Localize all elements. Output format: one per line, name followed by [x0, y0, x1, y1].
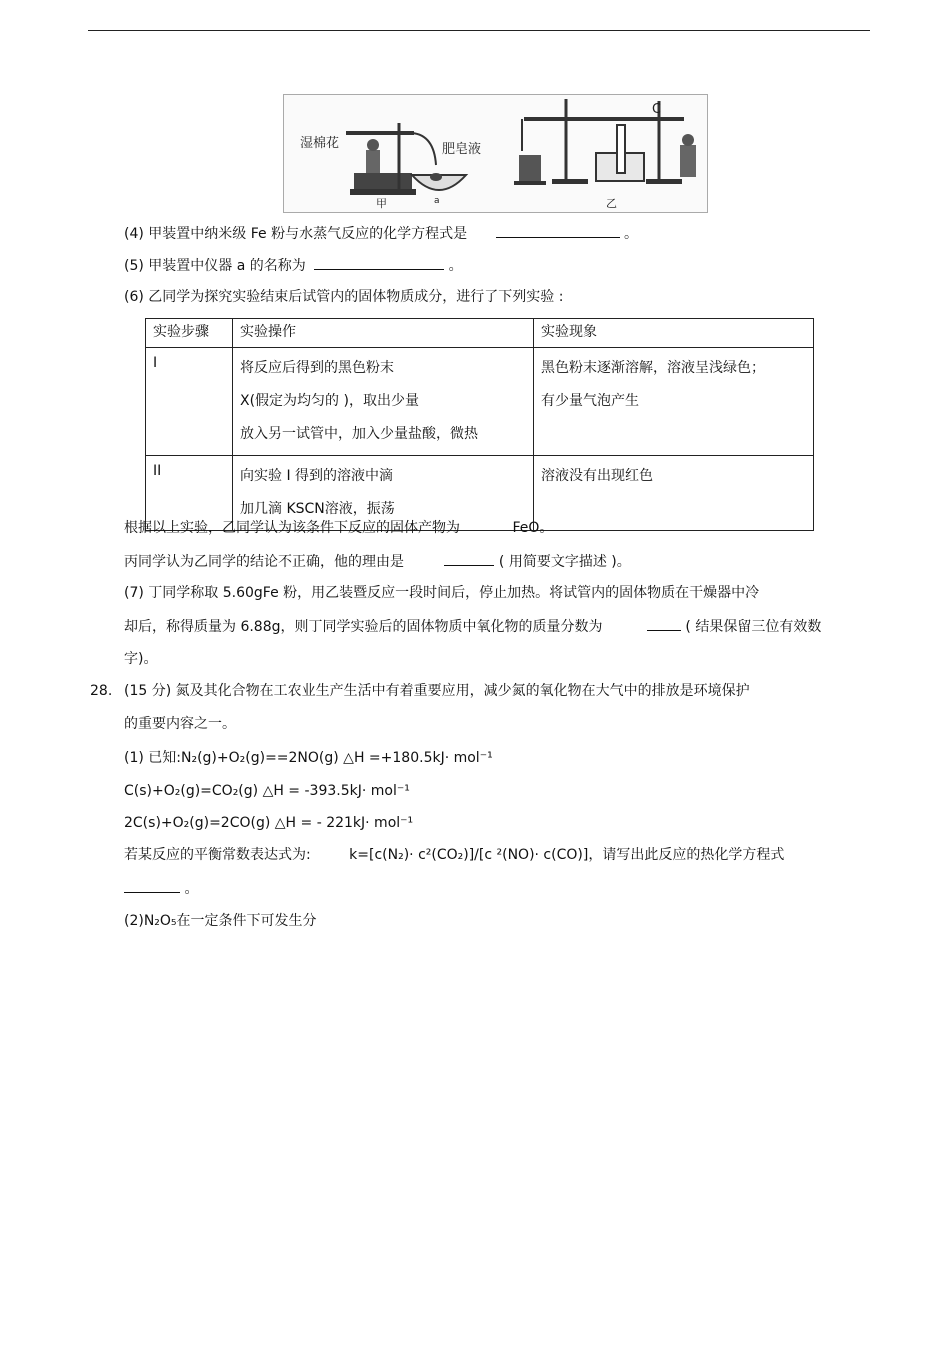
- label-c: C: [652, 102, 662, 117]
- question-4-text: (4) 甲装置中纳米级 Fe 粉与水蒸气反应的化学方程式是: [124, 226, 468, 242]
- conclusion-2: [124, 551, 631, 572]
- equilibrium-expression: k=[c(N₂)· c²(CO₂)]/[c ²(NO)· c(CO)]，请写出此反应的热化学方程式: [349, 847, 785, 863]
- equilibrium-constant: [124, 845, 784, 865]
- table-row: [146, 348, 814, 456]
- question-28-line2: 的重要内容之一。: [124, 716, 236, 732]
- label-jia: 甲: [376, 197, 387, 210]
- question-7-line2: [124, 616, 821, 637]
- equilibrium-end: 。: [184, 881, 199, 897]
- question-5: [124, 255, 463, 276]
- equation-1: (1) 已知:N₂(g)+O₂(g)==2NO(g) △H =+180.5kJ· mol⁻¹: [124, 750, 493, 766]
- header-step: 实验步骤: [146, 319, 233, 348]
- row2-op-line: 向实验 I 得到的溶液中滴: [240, 468, 394, 484]
- conclusion-2-text: 丙同学认为乙同学的结论不正确，他的理由是: [124, 554, 404, 570]
- label-soap: 肥皂液: [442, 142, 482, 157]
- equilibrium-intro: 若某反应的平衡常数表达式为:: [124, 847, 311, 863]
- label-yi: 乙: [606, 197, 617, 210]
- question-28-2: (2)N₂O₅在一定条件下可发生分: [124, 913, 317, 929]
- question-28-line1: (15 分) 氮及其化合物在工农业生产生活中有着重要应用，减少氮的氧化物在大气中的排放是环境保护: [124, 683, 750, 699]
- question-5-end: 。: [448, 258, 463, 274]
- question-5-text: (5) 甲装置中仪器 a 的名称为: [124, 258, 306, 274]
- conclusion-1: [124, 518, 553, 538]
- equation-3: 2C(s)+O₂(g)=2CO(g) △H = - 221kJ· mol⁻¹: [124, 815, 414, 831]
- answer-blank-6[interactable]: [444, 551, 494, 566]
- conclusion-1-text: 根据以上实验，乙同学认为该条件下反应的固体产物为: [124, 520, 460, 536]
- equation-2: C(s)+O₂(g)=CO₂(g) △H = -393.5kJ· mol⁻¹: [124, 783, 410, 799]
- experiment-table: [145, 318, 814, 531]
- conclusion-1-product: FeO。: [512, 520, 554, 536]
- apparatus-diagram: [284, 95, 707, 212]
- row2-step: II: [146, 456, 233, 531]
- row1-step: I: [146, 348, 233, 456]
- question-7-note: ( 结果保留三位有效数: [685, 619, 822, 635]
- row2-obs-line: 溶液没有出现红色: [541, 468, 653, 484]
- answer-blank-8[interactable]: [124, 878, 180, 893]
- question-4: [124, 223, 638, 244]
- equilibrium-answer-line: [124, 878, 198, 899]
- label-a: a: [434, 196, 440, 206]
- header-operation: 实验操作: [233, 319, 534, 348]
- row2-observation: [534, 456, 814, 531]
- question-28-number: 28.: [90, 683, 113, 699]
- row1-operation: [233, 348, 534, 456]
- answer-blank-4[interactable]: [496, 223, 620, 238]
- row1-op-line: 将反应后得到的黑色粉末: [240, 360, 394, 376]
- row1-op-line: X(假定为均匀的 )，取出少量: [240, 393, 419, 409]
- header-observation: 实验现象: [534, 319, 814, 348]
- label-cotton: 湿棉花: [300, 136, 340, 151]
- question-7-line1: (7) 丁同学称取 5.60gFe 粉，用乙装暨反应一段时间后，停止加热。将试管内的固体物质在干燥器中冷: [124, 585, 760, 601]
- apparatus-figure: [283, 94, 708, 213]
- table-header-row: [146, 319, 814, 348]
- question-6: (6) 乙同学为探究实验结束后试管内的固体物质成分，进行了下列实验 :: [124, 289, 564, 305]
- question-7-text: 却后，称得质量为 6.88g，则丁同学实验后的固体物质中氧化物的质量分数为: [124, 619, 603, 635]
- conclusion-2-note: ( 用简要文字描述 )。: [498, 554, 631, 570]
- answer-blank-7[interactable]: [647, 616, 681, 631]
- header-rule: [88, 30, 870, 31]
- row1-obs-line: 黑色粉末逐渐溶解，溶液呈浅绿色；: [541, 360, 765, 376]
- row1-op-line: 放入另一试管中，加入少量盐酸，微热: [240, 426, 478, 442]
- row1-observation: [534, 348, 814, 456]
- row1-obs-line: 有少量气泡产生: [541, 393, 639, 409]
- question-7-line3: 字)。: [124, 651, 158, 667]
- question-4-end: 。: [624, 226, 638, 242]
- row2-op-line: 加几滴 KSCN溶液，振荡: [240, 501, 395, 517]
- answer-blank-5[interactable]: [314, 255, 444, 270]
